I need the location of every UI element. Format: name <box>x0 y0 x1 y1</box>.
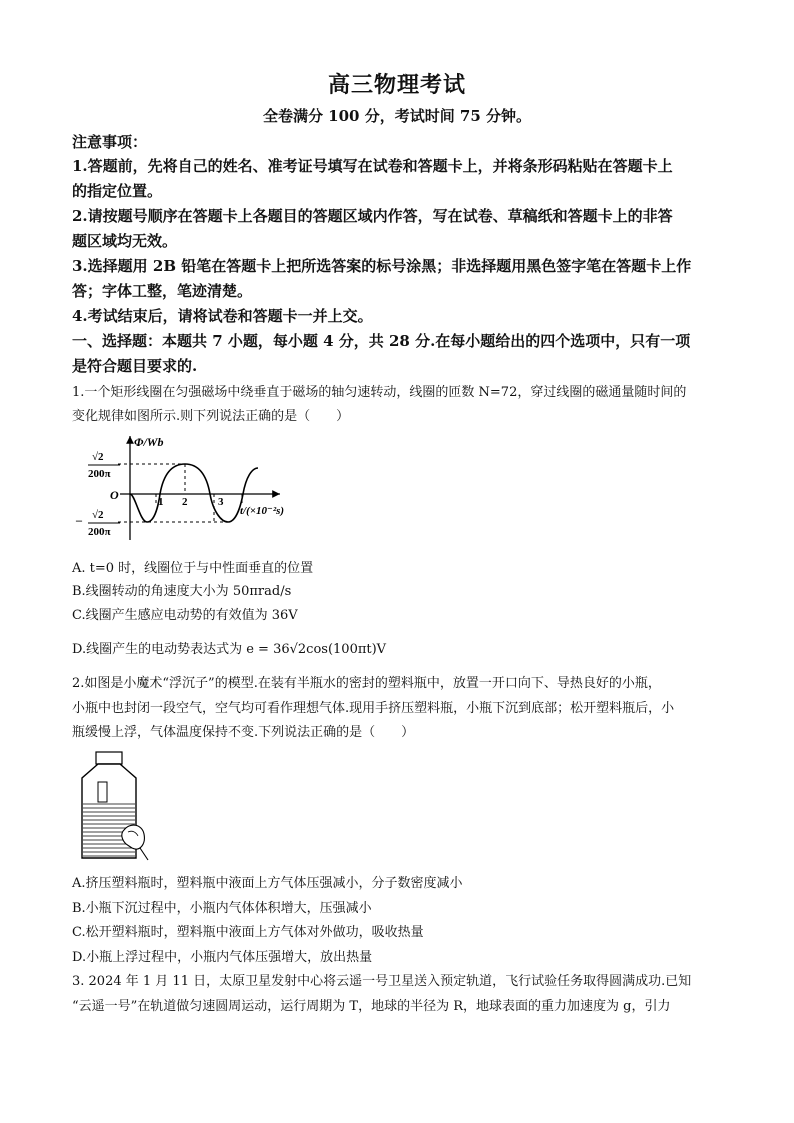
question-3-stem: “云遥一号”在轨道做匀速圆周运动，运行周期为 T，地球的半径为 R，地球表面的重力加速度为 g，引力 <box>72 999 671 1014</box>
x-tick-label: 2 <box>182 496 188 508</box>
option-a: A. t=0 时，线圈位于与中性面垂直的位置 <box>72 561 314 576</box>
pos-amplitude-den: 200π <box>88 468 111 480</box>
x-axis-label: t/(×10⁻²s) <box>240 505 285 517</box>
notice-heading: 注意事项： <box>72 133 148 151</box>
option-a: A.挤压塑料瓶时，塑料瓶中液面上方气体压强减小，分子数密度减小 <box>72 876 463 891</box>
page-subtitle: 全卷满分 100 分，考试时间 75 分钟。 <box>262 107 532 125</box>
question-2-stem: 小瓶中也封闭一段空气，空气均可看作理想气体.现用手挤压塑料瓶，小瓶下沉到底部；松开塑料瓶后，小 <box>72 701 675 716</box>
question-2-stem: 2.如图是小魔术“浮沉子”的模型.在装有半瓶水的密封的塑料瓶中，放置一开口向下、导热良好的小瓶， <box>72 676 661 691</box>
neg-sign: – <box>76 513 82 527</box>
option-c: C.松开塑料瓶时，塑料瓶中液面上方气体对外做功，吸收热量 <box>72 925 424 940</box>
flux-graph <box>72 432 312 550</box>
notice-line: 2.请按题号顺序在答题卡上各题目的答题区域内作答，写在试卷、草稿纸和答题卡上的非答 <box>72 207 673 225</box>
x-tick-label: 1 <box>158 496 164 508</box>
question-2-stem: 瓶缓慢上浮，气体温度保持不变.下列说法正确的是（ ） <box>72 725 415 740</box>
option-b: B.小瓶下沉过程中，小瓶内气体体积增大，压强减小 <box>72 901 372 916</box>
neg-amplitude-den: 200π <box>88 526 111 538</box>
origin-label: O <box>110 488 119 502</box>
question-3-stem: 3. 2024 年 1 月 11 日，太原卫星发射中心将云遥一号卫星送入预定轨道，飞行试验任务取得圆满成功.已知 <box>72 974 692 989</box>
option-c: C.线圈产生感应电动势的有效值为 36V <box>72 608 298 623</box>
page-title: 高三物理考试 <box>327 72 466 98</box>
option-b: B.线圈转动的角速度大小为 50πrad/s <box>72 584 292 599</box>
section-heading: 是符合题目要求的. <box>72 357 198 375</box>
notice-line: 答；字体工整，笔迹清楚。 <box>72 282 253 300</box>
pos-amplitude-num: √2 <box>92 451 104 463</box>
neg-amplitude-num: √2 <box>92 509 104 521</box>
notice-line: 的指定位置。 <box>72 182 163 200</box>
notice-line: 1.答题前，先将自己的姓名、准考证号填写在试卷和答题卡上，并将条形码粘贴在答题卡上 <box>72 157 673 175</box>
option-d: D.小瓶上浮过程中，小瓶内气体压强增大，放出热量 <box>72 950 373 965</box>
section-heading: 一、选择题：本题共 7 小题，每小题 4 分，共 28 分.在每小题给出的四个选项中，只有一项 <box>72 332 691 350</box>
flux-curve <box>130 464 258 522</box>
notice-line: 题区域均无效。 <box>72 232 178 250</box>
y-axis-label: Φ/Wb <box>134 435 164 449</box>
option-d: D.线圈产生的电动势表达式为 e = 36√2cos(100πt)V <box>72 642 387 657</box>
notice-line: 4.考试结束后，请将试卷和答题卡一并上交。 <box>72 307 373 325</box>
bottle-diagram <box>72 748 152 864</box>
x-tick-label: 3 <box>218 496 224 508</box>
small-vial <box>98 782 107 802</box>
question-1-stem: 变化规律如图所示.则下列说法正确的是（ ） <box>72 409 350 424</box>
notice-line: 3.选择题用 2B 铅笔在答题卡上把所选答案的标号涂黑；非选择题用黑色签字笔在答题卡上作 <box>72 257 692 275</box>
question-1-stem: 1.一个矩形线圈在匀强磁场中绕垂直于磁场的轴匀速转动，线圈的匝数 N=72，穿过线圈的磁通量随时间的 <box>72 385 687 400</box>
